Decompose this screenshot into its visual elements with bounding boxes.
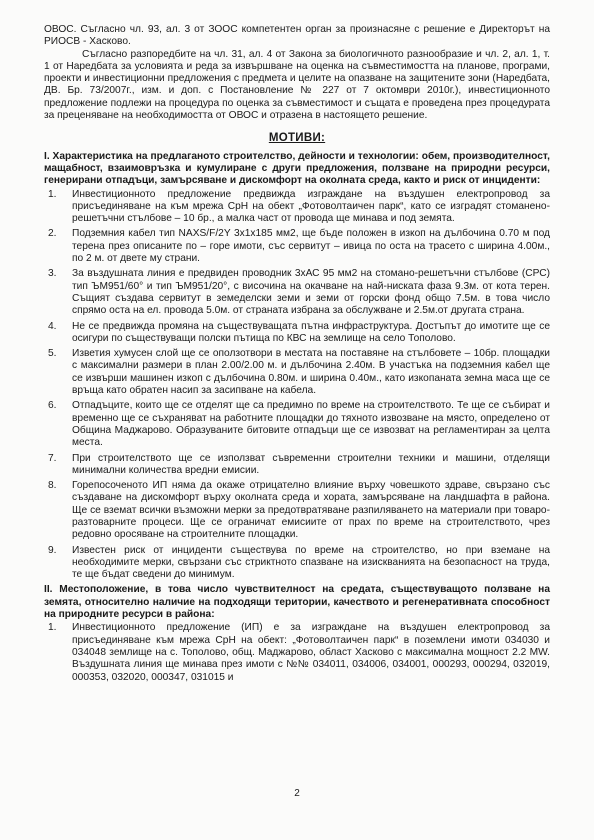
- list-item: 9. Известен риск от инциденти съществува по време на строителство, но при вземане на необходимите мерки, свързани със стриктното спазване на изискванията на безопасност на труда, те ще бъдат сведени до минимум.: [48, 544, 550, 581]
- page-number: 2: [294, 787, 300, 799]
- intro-paragraph-2: Съгласно разпоредбите на чл. 31, ал. 4 от Закона за биологичното разнообразие и чл. 2, ал. 1, т. 1 от Наредбата за условията и реда за извършване на оценка на съвместимостта на планове, програми, проекти и инвестиционни предложения с предмета и целите на опазване на защитените зони (Наредбата, ДВ. Бр. 73/2007г., изм. и доп. с Постановление № 227 от 7 октомври 2010г.), инвестиционното предложение подлежи на процедура по оценка за съвместимост и същата е проведена през процедурата за преценяване на необходимостта от ОВОС и отразена в настоящето решение.: [44, 48, 550, 122]
- section-2-list: [44, 622, 550, 683]
- intro-paragraph-1: ОВОС. Съгласно чл. 93, ал. 3 от ЗООС компетентен орган за произнасяне с решение е Директорът на РИОСВ - Хасково.: [44, 24, 550, 48]
- list-item: 6. Отпадъците, които ще се отделят ще са предимно по време на строителството. Те ще се събират и временно ще се съхраняват на работните площадки до тяхното извозване на мястo, определено от Община Маджарово. Образуваните битовите отпадъци ще се извозват на регламентиран за целта места.: [48, 400, 550, 449]
- list-item: 7. При строителството ще се използват съвременни строителни техники и машини, отделящи минимални количества вредни емисии.: [48, 452, 550, 476]
- list-item: 5. Изветия хумусен слой ще се оползотвори в местата на поставяне на стълбовете – 10бр. площадки с максимални размери в план 2.00/2.00 м. и дълбочина 2.40м. В участъка на подземния кабел ще се извърши машинен изкоп с дълбочина 0.80м. и ширина 0.40м., като изкопаната земна маса ще се връща като обратен насип за засипване на кабела.: [48, 348, 550, 397]
- section-title: МОТИВИ:: [268, 132, 326, 145]
- section-1-list: [44, 189, 550, 582]
- list-item: 3. За въздушната линия е предвиден проводник 3хАС 95 мм2 на стомано-решетъчни стълбове (СРС) тип ЪМ951/60° и тип ЪМ951/20°, с височина на окачване на най-ниската фаза 9.3м. от кота терен. Същият създава сервитут в земеделски земи и земи от горски фонд общо 7.5м. в това число спрямо оста на ел. провода 5.0м. от страната избрана за обслужване и 2.5м.от другата страна.: [48, 268, 550, 317]
- list-item: 2. Подземния кабел тип NAXS/F/2Y 3x1x185 мм2, ще бъде положен в изкоп на дълбочина 0.70 м под терена през описаните по – горе имоти, със сервитут – ивица по оста на трасето с ширина 4.00м., по 2 м. от двете му страни.: [48, 228, 550, 265]
- section-2-heading: II. Местоположение, в това число чувствителност на средата, съществуващото ползване на земята, относително наличие на подходящи територии, качеството и регенеративната способност на природните ресурси в района:: [44, 584, 550, 621]
- list-item: 1. Инвестиционното предложение предвижда изграждане на въздушен електропровод за присъединяване на към мрежа СрН на обект „Фотоволтаичен парк“, като се изградят стоманено-решетъчни стълбове – 10 бр., а малка част от провода ще минава и под земята.: [48, 188, 550, 225]
- list-item: 1. Инвестиционното предложение (ИП) е за изграждане на въздушен електропровод за присъединяване към мрежа СрН на обект: „Фотоволтаичен парк“ в поземлени имоти 034030 и 034048 землище на с. Тополово, общ. Маджарово, област Хасково с максимална мощност 2.2 MW. Въздушната линия ще минава през имоти с №№ 034011, 034006, 034001, 000293, 000294, 032019, 000353, 032020, 000347, 031015 и: [48, 622, 550, 683]
- list-item: 8. Горепосоченото ИП няма да окаже отрицателно влияние върху човешкото здраве, свързано със създаване на дискомфорт върху околната среда и хората, замърсяване на ландшафта в района. Ще се вземат всички възможни мерки за предотвратяване разпиляването на материали при товаро-разтоварните процеси. Ще се ограничат емисиите от прах по време на строителството, чрез редовно оросяване на строителните площадки.: [48, 480, 550, 541]
- section-1-heading: I. Характеристика на предлаганото строителство, дейности и технологии: обем, производителност, мащабност, взаимовръзка и кумулиране с други предложения, ползване на природни ресурси, генерирани отпадъци, замърсяване и дискомфорт на околната среда, както и риск от инциденти:: [44, 150, 550, 187]
- list-item: 4. Не се предвижда промяна на съществуващата пътна инфраструктура. Достъпът до имотите ще се осигури по съществуващи полски пътища по КВС на землище на село Тополово.: [48, 320, 550, 344]
